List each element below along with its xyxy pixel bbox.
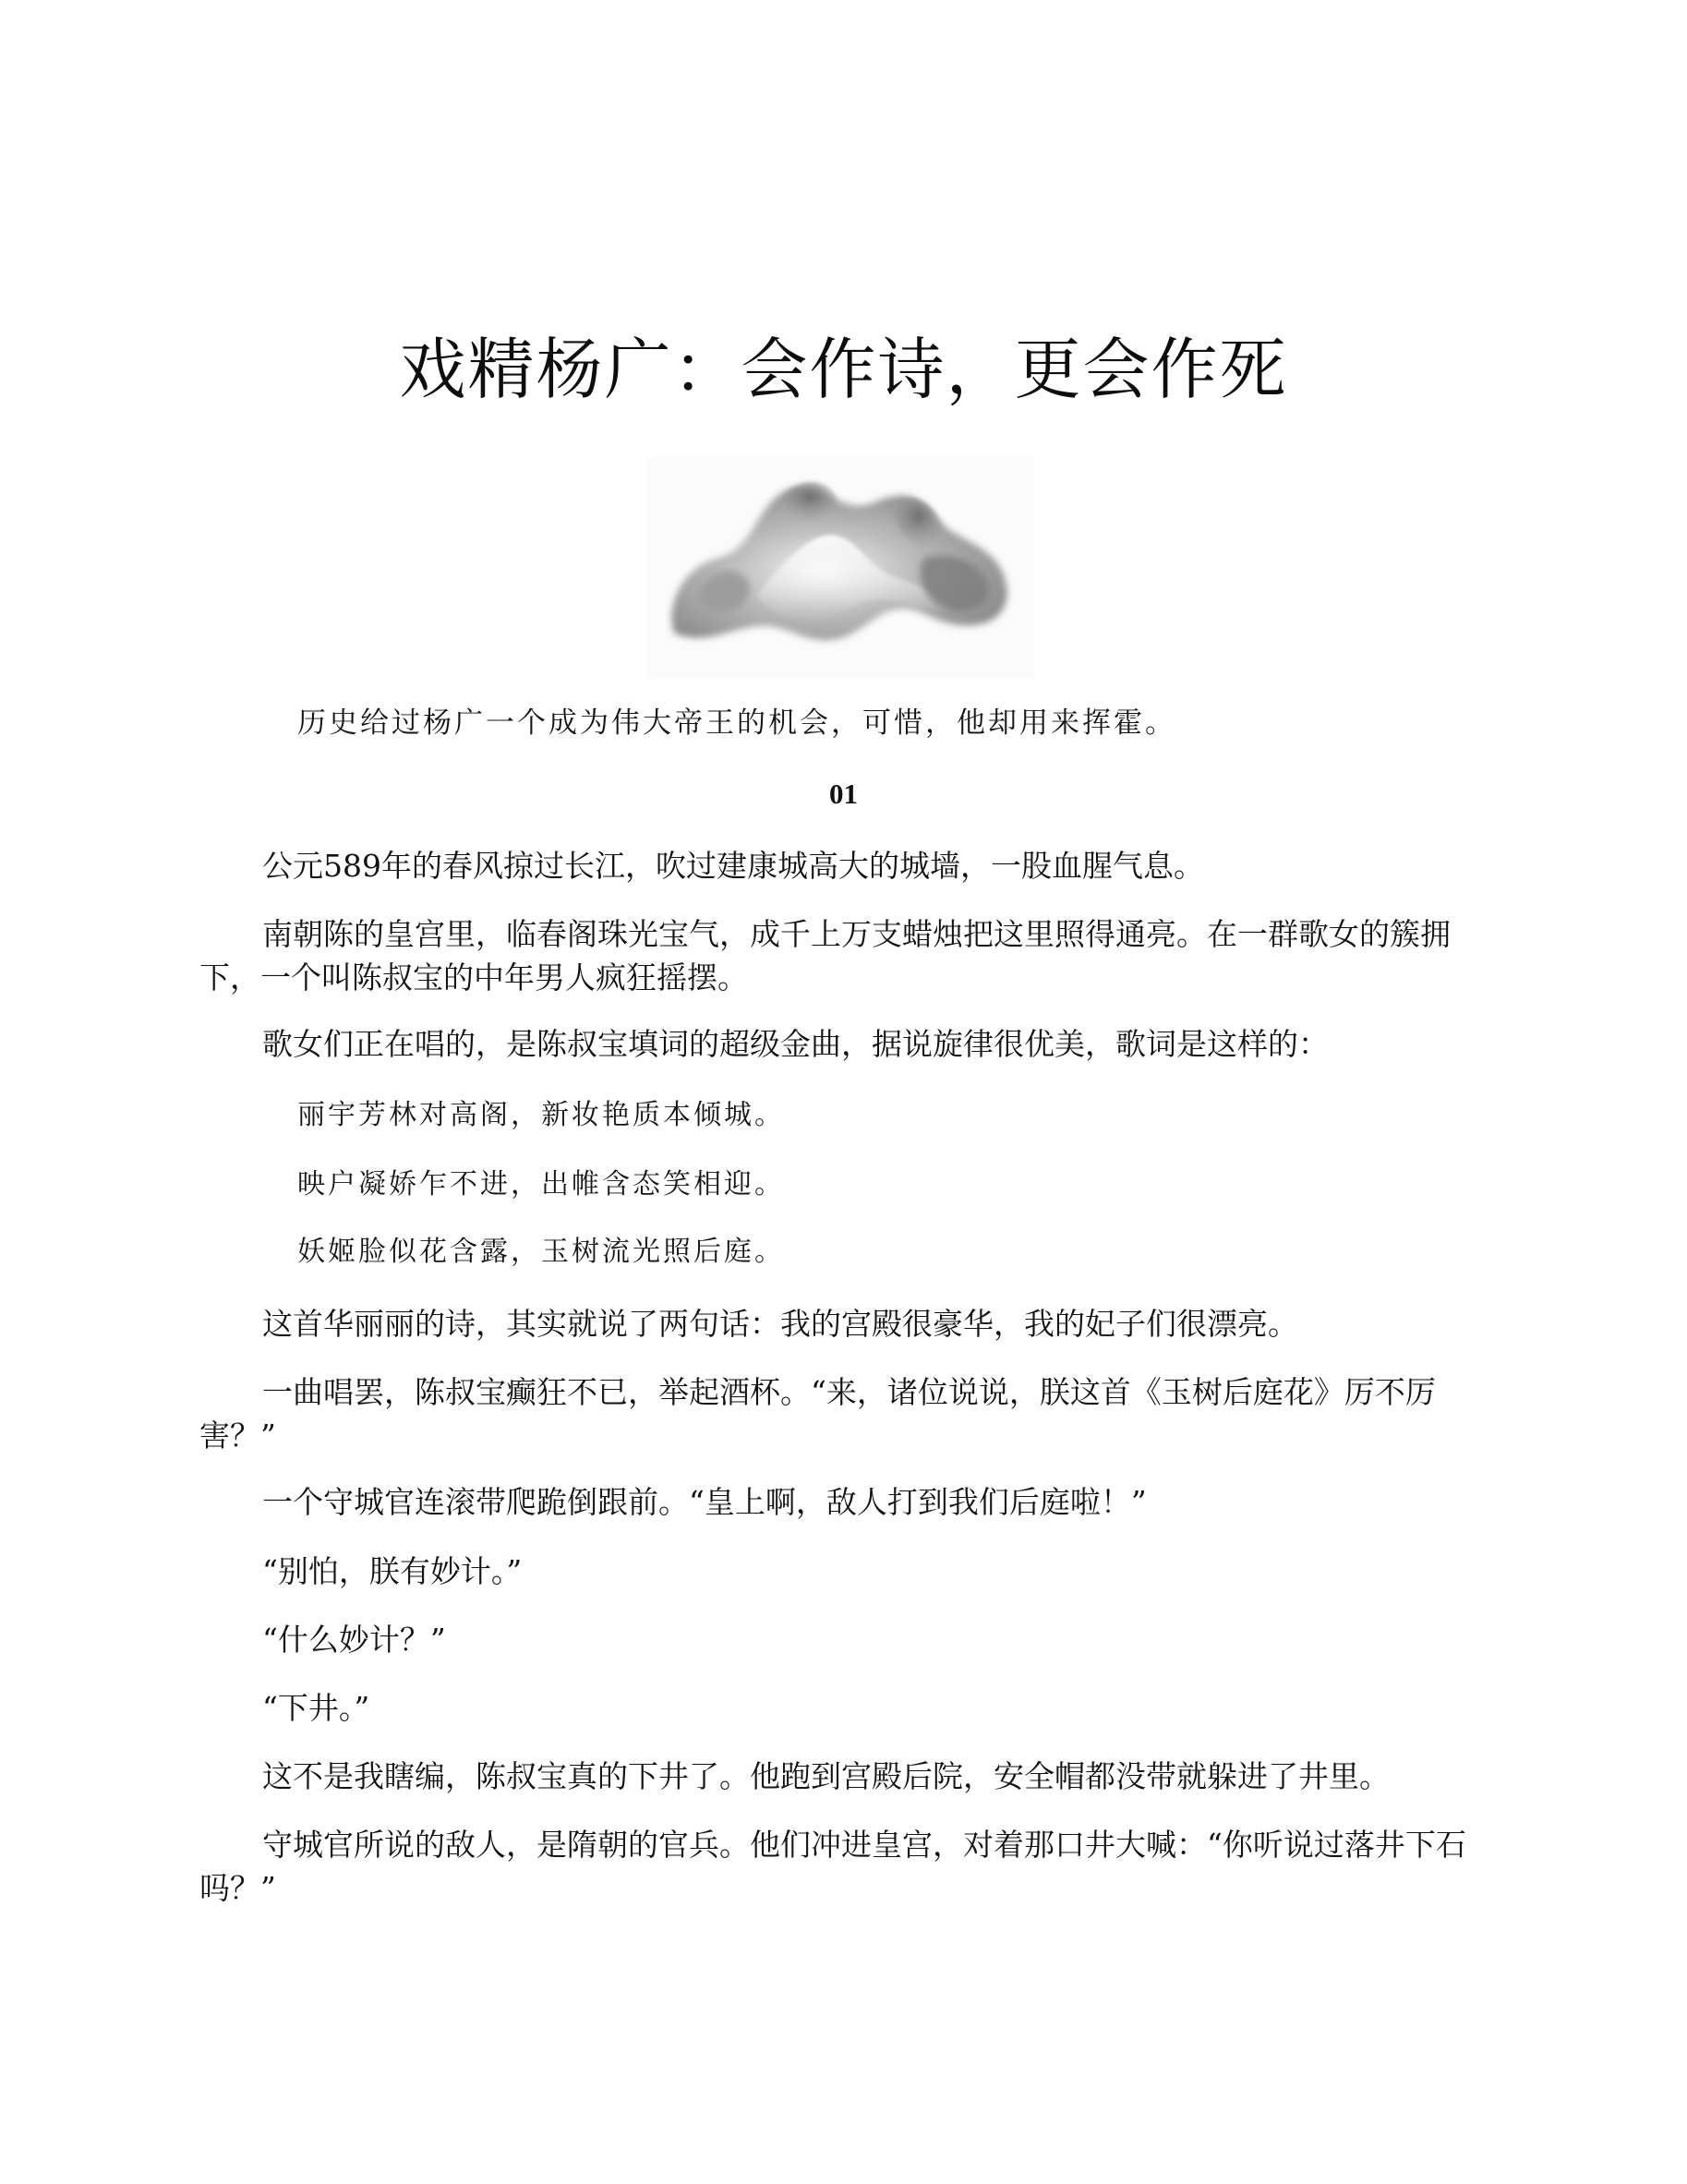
ink-mountain-illustration: [646, 457, 1034, 679]
paragraph: “什么妙计？”: [262, 1622, 446, 1658]
section-number: 01: [829, 778, 858, 810]
paragraph: 这首华丽丽的诗，其实就说了两句话：我的宫殿很豪华，我的妃子们很漂亮。: [262, 1306, 1298, 1342]
article-title: 戏精杨广：会作诗，更会作死: [399, 331, 1288, 408]
paragraph: 一曲唱罢，陈叔宝癫狂不已，举起酒杯。“来，诸位说说，朕这首《玉树后庭花》厉不厉害？”: [199, 1374, 1436, 1454]
poem-line: 妖姬脸似花含露，玉树流光照后庭。: [297, 1236, 785, 1268]
paragraph: “下井。”: [262, 1690, 370, 1726]
poem-line: 丽宇芳林对高阁，新妆艳质本倾城。: [297, 1099, 785, 1131]
paragraph: “别怕，朕有妙计。”: [262, 1553, 523, 1589]
paragraph: 公元589年的春风掠过长江，吹过建康城高大的城墙，一股血腥气息。: [262, 848, 1204, 884]
poem-line: 映户凝娇乍不进，出帷含态笑相迎。: [297, 1168, 785, 1201]
paragraph: 南朝陈的皇宫里，临春阁珠光宝气，成千上万支蜡烛把这里照得通亮。在一群歌女的簇拥下，一个叫陈叔宝的中年男人疯狂摇摆。: [199, 916, 1451, 995]
paragraph: 歌女们正在唱的，是陈叔宝填词的超级金曲，据说旋律很优美，歌词是这样的：: [262, 1026, 1329, 1062]
paragraph: 守城官所说的敌人，是隋朝的官兵。他们冲进皇宫，对着那口井大喊：“你听说过落井下石吗？”: [199, 1827, 1466, 1906]
paragraph: 一个守城官连滚带爬跪倒跟前。“皇上啊，敌人打到我们后庭啦！”: [262, 1484, 1147, 1520]
epigraph: 历史给过杨广一个成为伟大帝王的机会，可惜，他却用来挥霍。: [297, 706, 1176, 740]
paragraph: 这不是我瞎编，陈叔宝真的下井了。他跑到宫殿后院，安全帽都没带就躲进了井里。: [262, 1758, 1390, 1794]
